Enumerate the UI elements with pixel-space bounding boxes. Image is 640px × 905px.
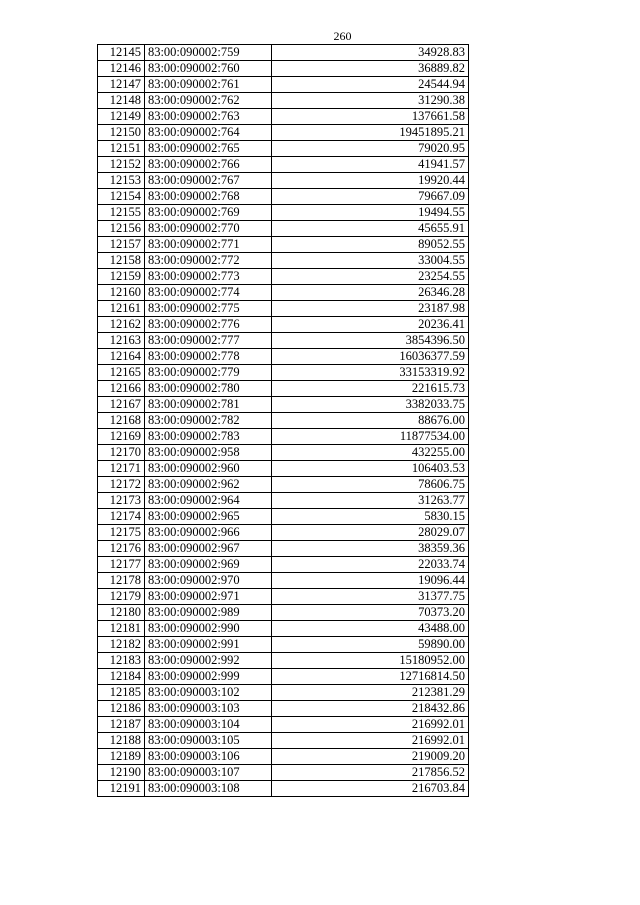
cadastral-number-cell: 83:00:090002:781	[144, 397, 271, 413]
cadastral-number-cell: 83:00:090003:105	[144, 733, 271, 749]
row-number-cell: 12188	[98, 733, 145, 749]
cadastral-number-cell: 83:00:090002:962	[144, 477, 271, 493]
table-row	[98, 653, 469, 669]
table-row	[98, 413, 469, 429]
table-row	[98, 397, 469, 413]
page-number: 260	[333, 29, 352, 43]
cadastral-number-cell: 83:00:090002:967	[144, 541, 271, 557]
table-row	[98, 61, 469, 77]
table-row	[98, 445, 469, 461]
value-cell: 216992.01	[271, 717, 468, 733]
row-number-cell: 12171	[98, 461, 145, 477]
value-cell: 15180952.00	[271, 653, 468, 669]
table-row	[98, 669, 469, 685]
table-row	[98, 365, 469, 381]
value-cell: 3854396.50	[271, 333, 468, 349]
row-number-cell: 12175	[98, 525, 145, 541]
cadastral-number-cell: 83:00:090002:774	[144, 285, 271, 301]
row-number-cell: 12169	[98, 429, 145, 445]
cadastral-number-cell: 83:00:090003:108	[144, 781, 271, 797]
row-number-cell: 12164	[98, 349, 145, 365]
value-cell: 88676.00	[271, 413, 468, 429]
table-row	[98, 765, 469, 781]
cadastral-number-cell: 83:00:090002:958	[144, 445, 271, 461]
cadastral-number-cell: 83:00:090002:960	[144, 461, 271, 477]
row-number-cell: 12186	[98, 701, 145, 717]
value-cell: 89052.55	[271, 237, 468, 253]
row-number-cell: 12189	[98, 749, 145, 765]
value-cell: 28029.07	[271, 525, 468, 541]
cadastral-number-cell: 83:00:090002:783	[144, 429, 271, 445]
value-cell: 78606.75	[271, 477, 468, 493]
value-cell: 23187.98	[271, 301, 468, 317]
value-cell: 16036377.59	[271, 349, 468, 365]
cadastral-number-cell: 83:00:090002:762	[144, 93, 271, 109]
row-number-cell: 12151	[98, 141, 145, 157]
cadastral-number-cell: 83:00:090002:990	[144, 621, 271, 637]
table-row	[98, 301, 469, 317]
table-row	[98, 189, 469, 205]
cadastral-number-cell: 83:00:090002:779	[144, 365, 271, 381]
table-row	[98, 333, 469, 349]
value-cell: 3382033.75	[271, 397, 468, 413]
table-row	[98, 573, 469, 589]
cadastral-number-cell: 83:00:090002:773	[144, 269, 271, 285]
value-cell: 12716814.50	[271, 669, 468, 685]
value-cell: 43488.00	[271, 621, 468, 637]
row-number-cell: 12182	[98, 637, 145, 653]
row-number-cell: 12163	[98, 333, 145, 349]
cadastral-number-cell: 83:00:090002:780	[144, 381, 271, 397]
table-row	[98, 237, 469, 253]
registry-table-body	[98, 45, 469, 797]
cadastral-number-cell: 83:00:090002:768	[144, 189, 271, 205]
table-row	[98, 717, 469, 733]
table-row	[98, 109, 469, 125]
value-cell: 24544.94	[271, 77, 468, 93]
row-number-cell: 12157	[98, 237, 145, 253]
value-cell: 11877534.00	[271, 429, 468, 445]
cadastral-number-cell: 83:00:090002:969	[144, 557, 271, 573]
table-row	[98, 605, 469, 621]
table-row	[98, 541, 469, 557]
row-number-cell: 12161	[98, 301, 145, 317]
cadastral-number-cell: 83:00:090003:107	[144, 765, 271, 781]
cadastral-number-cell: 83:00:090002:966	[144, 525, 271, 541]
cadastral-number-cell: 83:00:090002:778	[144, 349, 271, 365]
row-number-cell: 12152	[98, 157, 145, 173]
table-row	[98, 637, 469, 653]
table-row	[98, 557, 469, 573]
cadastral-number-cell: 83:00:090002:771	[144, 237, 271, 253]
cadastral-number-cell: 83:00:090002:767	[144, 173, 271, 189]
row-number-cell: 12190	[98, 765, 145, 781]
cadastral-number-cell: 83:00:090002:766	[144, 157, 271, 173]
cadastral-number-cell: 83:00:090002:761	[144, 77, 271, 93]
cadastral-number-cell: 83:00:090002:970	[144, 573, 271, 589]
cadastral-number-cell: 83:00:090002:992	[144, 653, 271, 669]
value-cell: 217856.52	[271, 765, 468, 781]
table-row	[98, 253, 469, 269]
value-cell: 219009.20	[271, 749, 468, 765]
row-number-cell: 12148	[98, 93, 145, 109]
value-cell: 59890.00	[271, 637, 468, 653]
row-number-cell: 12176	[98, 541, 145, 557]
row-number-cell: 12181	[98, 621, 145, 637]
row-number-cell: 12179	[98, 589, 145, 605]
row-number-cell: 12160	[98, 285, 145, 301]
row-number-cell: 12146	[98, 61, 145, 77]
value-cell: 22033.74	[271, 557, 468, 573]
row-number-cell: 12183	[98, 653, 145, 669]
row-number-cell: 12158	[98, 253, 145, 269]
value-cell: 218432.86	[271, 701, 468, 717]
value-cell: 20236.41	[271, 317, 468, 333]
value-cell: 36889.82	[271, 61, 468, 77]
cadastral-number-cell: 83:00:090003:103	[144, 701, 271, 717]
row-number-cell: 12154	[98, 189, 145, 205]
table-row	[98, 77, 469, 93]
table-row	[98, 381, 469, 397]
value-cell: 79020.95	[271, 141, 468, 157]
value-cell: 33004.55	[271, 253, 468, 269]
value-cell: 41941.57	[271, 157, 468, 173]
cadastral-number-cell: 83:00:090003:102	[144, 685, 271, 701]
table-row	[98, 701, 469, 717]
table-row	[98, 589, 469, 605]
table-row	[98, 125, 469, 141]
row-number-cell: 12187	[98, 717, 145, 733]
table-row	[98, 141, 469, 157]
table-row	[98, 173, 469, 189]
row-number-cell: 12184	[98, 669, 145, 685]
value-cell: 137661.58	[271, 109, 468, 125]
table-row	[98, 317, 469, 333]
row-number-cell: 12150	[98, 125, 145, 141]
cadastral-number-cell: 83:00:090002:989	[144, 605, 271, 621]
row-number-cell: 12173	[98, 493, 145, 509]
cadastral-number-cell: 83:00:090002:772	[144, 253, 271, 269]
table-row	[98, 621, 469, 637]
table-row	[98, 749, 469, 765]
cadastral-number-cell: 83:00:090002:765	[144, 141, 271, 157]
cadastral-number-cell: 83:00:090002:965	[144, 509, 271, 525]
row-number-cell: 12177	[98, 557, 145, 573]
cadastral-number-cell: 83:00:090002:991	[144, 637, 271, 653]
cadastral-number-cell: 83:00:090002:769	[144, 205, 271, 221]
row-number-cell: 12170	[98, 445, 145, 461]
row-number-cell: 12172	[98, 477, 145, 493]
value-cell: 5830.15	[271, 509, 468, 525]
cadastral-number-cell: 83:00:090002:770	[144, 221, 271, 237]
row-number-cell: 12180	[98, 605, 145, 621]
cadastral-number-cell: 83:00:090002:776	[144, 317, 271, 333]
value-cell: 79667.09	[271, 189, 468, 205]
row-number-cell: 12168	[98, 413, 145, 429]
table-row	[98, 493, 469, 509]
table-row	[98, 733, 469, 749]
registry-table	[97, 44, 469, 797]
value-cell: 31377.75	[271, 589, 468, 605]
table-row	[98, 509, 469, 525]
cadastral-number-cell: 83:00:090003:106	[144, 749, 271, 765]
cadastral-number-cell: 83:00:090002:782	[144, 413, 271, 429]
table-row	[98, 221, 469, 237]
table-row	[98, 525, 469, 541]
row-number-cell: 12159	[98, 269, 145, 285]
value-cell: 216992.01	[271, 733, 468, 749]
row-number-cell: 12145	[98, 45, 145, 61]
row-number-cell: 12185	[98, 685, 145, 701]
row-number-cell: 12191	[98, 781, 145, 797]
value-cell: 432255.00	[271, 445, 468, 461]
cadastral-number-cell: 83:00:090002:760	[144, 61, 271, 77]
cadastral-number-cell: 83:00:090002:777	[144, 333, 271, 349]
value-cell: 38359.36	[271, 541, 468, 557]
row-number-cell: 12153	[98, 173, 145, 189]
row-number-cell: 12149	[98, 109, 145, 125]
value-cell: 221615.73	[271, 381, 468, 397]
table-row	[98, 205, 469, 221]
row-number-cell: 12162	[98, 317, 145, 333]
table-row	[98, 285, 469, 301]
table-row	[98, 349, 469, 365]
cadastral-number-cell: 83:00:090003:104	[144, 717, 271, 733]
cadastral-number-cell: 83:00:090002:964	[144, 493, 271, 509]
value-cell: 45655.91	[271, 221, 468, 237]
row-number-cell: 12167	[98, 397, 145, 413]
row-number-cell: 12166	[98, 381, 145, 397]
value-cell: 34928.83	[271, 45, 468, 61]
value-cell: 212381.29	[271, 685, 468, 701]
value-cell: 70373.20	[271, 605, 468, 621]
value-cell: 19451895.21	[271, 125, 468, 141]
table-row	[98, 269, 469, 285]
cadastral-number-cell: 83:00:090002:759	[144, 45, 271, 61]
table-row	[98, 781, 469, 797]
row-number-cell: 12156	[98, 221, 145, 237]
row-number-cell: 12178	[98, 573, 145, 589]
value-cell: 216703.84	[271, 781, 468, 797]
table-row	[98, 93, 469, 109]
row-number-cell: 12165	[98, 365, 145, 381]
table-row	[98, 429, 469, 445]
table-row	[98, 685, 469, 701]
cadastral-number-cell: 83:00:090002:971	[144, 589, 271, 605]
value-cell: 31290.38	[271, 93, 468, 109]
cadastral-number-cell: 83:00:090002:999	[144, 669, 271, 685]
value-cell: 19494.55	[271, 205, 468, 221]
value-cell: 23254.55	[271, 269, 468, 285]
table-row	[98, 477, 469, 493]
cadastral-number-cell: 83:00:090002:763	[144, 109, 271, 125]
table-row	[98, 45, 469, 61]
value-cell: 33153319.92	[271, 365, 468, 381]
table-row	[98, 157, 469, 173]
value-cell: 26346.28	[271, 285, 468, 301]
row-number-cell: 12155	[98, 205, 145, 221]
cadastral-number-cell: 83:00:090002:775	[144, 301, 271, 317]
value-cell: 19096.44	[271, 573, 468, 589]
table-row	[98, 461, 469, 477]
value-cell: 31263.77	[271, 493, 468, 509]
row-number-cell: 12147	[98, 77, 145, 93]
value-cell: 19920.44	[271, 173, 468, 189]
value-cell: 106403.53	[271, 461, 468, 477]
cadastral-number-cell: 83:00:090002:764	[144, 125, 271, 141]
row-number-cell: 12174	[98, 509, 145, 525]
